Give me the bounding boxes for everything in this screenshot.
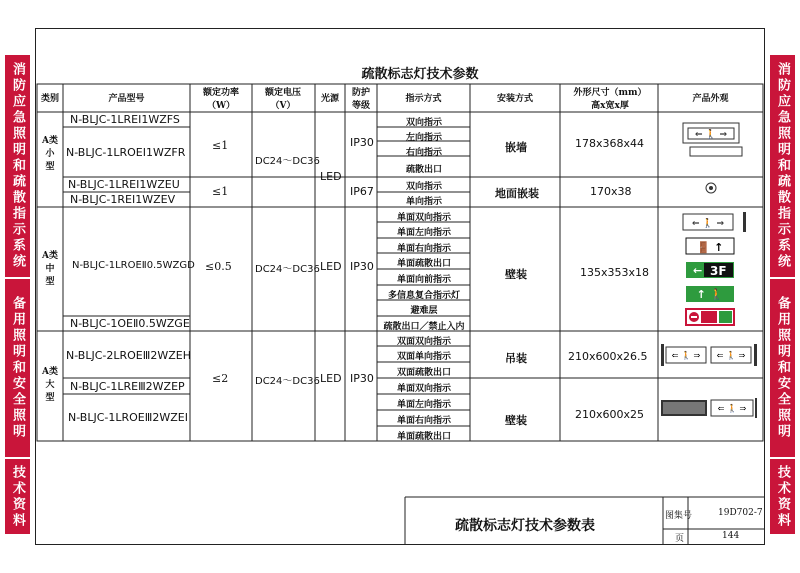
category-cell: A类中型 bbox=[42, 251, 58, 287]
model-cell: N-BLJC-2LROEⅢ2WZEH bbox=[66, 349, 191, 362]
footer-title: 疏散标志灯技术参数表 bbox=[455, 518, 595, 534]
light-cell: LED bbox=[320, 260, 342, 273]
indication-cell: 单面双向指示 bbox=[396, 213, 451, 223]
exit-right-icon: 🚪 ↑ bbox=[696, 241, 724, 254]
sign-bracket bbox=[754, 344, 757, 366]
header-voltage: 额定电压（V） bbox=[264, 88, 301, 111]
indication-cell: 单面左向指示 bbox=[396, 400, 451, 410]
indication-cell: 单面右向指示 bbox=[396, 244, 451, 254]
page-number: 144 bbox=[722, 531, 740, 541]
indication-cell: 避难层 bbox=[410, 306, 438, 316]
indication-cell: 疏散出口／禁止入内 bbox=[383, 322, 465, 332]
light-cell: LED bbox=[320, 170, 342, 183]
indication-cell: 双面疏散出口 bbox=[396, 368, 451, 378]
install-cell: 地面嵌装 bbox=[495, 187, 539, 200]
install-cell: 壁装 bbox=[505, 268, 527, 281]
table-title: 疏散标志灯技术参数 bbox=[361, 67, 479, 82]
forward-exit-icon: ↑ 🚶 bbox=[696, 288, 724, 301]
voltage-cell: DC24～DC36 bbox=[255, 264, 320, 275]
header-category: 类别 bbox=[40, 94, 59, 104]
model-cell: N-BLJC-1LROEⅢ2WZEI bbox=[68, 411, 188, 424]
voltage-cell: DC24～DC36 bbox=[255, 156, 320, 167]
indication-cell: 单向指示 bbox=[405, 197, 442, 207]
atlas-label: 图集号 bbox=[665, 511, 693, 521]
exit-arrow-icon: ⇐ 🚶 ⇒ bbox=[671, 351, 701, 360]
sign-side bbox=[755, 398, 757, 418]
category-cell: A类小型 bbox=[42, 136, 58, 172]
atlas-number: 19D702-7 bbox=[718, 508, 763, 518]
power-cell: ≤1 bbox=[212, 185, 229, 198]
indication-cell: 疏散出口 bbox=[405, 165, 442, 175]
protect-cell: IP67 bbox=[350, 185, 374, 198]
sidebar-section-emergency: 消防应急照明和疏散指示系统 bbox=[770, 55, 795, 279]
model-cell: N-BLJC-1LROEⅡ0.5WZGD bbox=[72, 260, 195, 271]
sign-wall-a-face bbox=[663, 402, 705, 414]
indication-cell: 单面双向指示 bbox=[396, 384, 451, 394]
sidebar-section-emergency: 消防应急照明和疏散指示系统 bbox=[5, 55, 30, 279]
exit-arrow-icon: ⇐ 🚶 ⇒ bbox=[716, 351, 746, 360]
voltage-cell: DC24～DC36 bbox=[255, 376, 320, 387]
indication-cell: 双向指示 bbox=[405, 118, 442, 128]
exit-arrow-icon: ⇐ 🚶 ⇒ bbox=[717, 404, 747, 413]
install-cell: 壁装 bbox=[505, 414, 527, 427]
header-power: 额定功率（W） bbox=[202, 88, 239, 111]
sidebar-section-tech: 技术资料 bbox=[5, 459, 30, 536]
model-cell: N-BLJC-1OEⅡ0.5WZGE bbox=[70, 317, 190, 330]
power-cell: ≤1 bbox=[212, 139, 229, 152]
sign-bracket bbox=[661, 344, 664, 366]
header-size: 外形尺寸（mm）高x宽x厚 bbox=[573, 88, 647, 111]
header-protect: 防护等级 bbox=[351, 88, 370, 111]
size-cell: 135x353x18 bbox=[580, 266, 650, 279]
model-cell: N-BLJC-1LROEⅠ1WZFR bbox=[66, 146, 186, 159]
install-cell: 嵌墙 bbox=[505, 141, 527, 154]
indication-cell: 左向指示 bbox=[405, 133, 442, 143]
indication-cell: 多信息复合指示灯 bbox=[387, 291, 460, 301]
light-cell: LED bbox=[320, 372, 342, 385]
indication-cell: 单面右向指示 bbox=[396, 416, 451, 426]
page-label: 页 bbox=[675, 534, 685, 544]
indication-cell: 单面疏散出口 bbox=[396, 259, 451, 269]
protect-cell: IP30 bbox=[350, 260, 374, 273]
model-cell: N-BLJC-1LREⅠ1WZFS bbox=[70, 113, 180, 126]
indication-cell: 单面左向指示 bbox=[396, 228, 451, 238]
sidebar-section-backup: 备用照明和安全照明 bbox=[5, 279, 30, 459]
power-cell: ≤0.5 bbox=[205, 260, 232, 273]
size-cell: 170x38 bbox=[590, 185, 632, 198]
protect-cell: IP30 bbox=[350, 372, 374, 385]
size-cell: 178x368x44 bbox=[575, 137, 645, 150]
power-cell: ≤2 bbox=[212, 372, 229, 385]
indication-cell: 双面单向指示 bbox=[396, 352, 451, 362]
header-light: 光源 bbox=[320, 94, 339, 104]
sidebar-section-tech: 技术资料 bbox=[770, 459, 795, 536]
header-install: 安装方式 bbox=[496, 94, 533, 104]
indication-cell: 单面向前指示 bbox=[396, 275, 451, 285]
header-model: 产品型号 bbox=[108, 94, 145, 104]
indication-cell: 单面疏散出口 bbox=[396, 432, 451, 442]
header-appearance: 产品外观 bbox=[692, 94, 729, 104]
exit-arrow-icon: ⇐ 🚶 ⇒ bbox=[691, 219, 725, 229]
indication-cell: 双向指示 bbox=[405, 182, 442, 192]
size-cell: 210x600x25 bbox=[575, 408, 645, 421]
protect-cell: IP30 bbox=[350, 136, 374, 149]
model-cell: N-BLJC-1LREⅠ1WZEU bbox=[68, 178, 180, 191]
sidebar-section-backup: 备用照明和安全照明 bbox=[770, 279, 795, 459]
indication-cell: 右向指示 bbox=[405, 148, 442, 158]
floor-label: 3F bbox=[710, 264, 727, 278]
category-cell: A类大型 bbox=[42, 367, 58, 403]
size-cell: 210x600x26.5 bbox=[568, 350, 648, 363]
model-cell: N-BLJC-1LREⅢ2WZEP bbox=[70, 380, 185, 393]
header-indication: 指示方式 bbox=[405, 94, 442, 104]
install-cell: 吊装 bbox=[505, 352, 527, 365]
exit-arrow-icon: ⇐ 🚶 ⇒ bbox=[694, 130, 728, 140]
model-cell: N-BLJC-1REⅠ1WZEV bbox=[70, 193, 176, 206]
left-arrow-icon: ← bbox=[693, 264, 703, 277]
indication-cell: 双面双向指示 bbox=[396, 337, 451, 347]
